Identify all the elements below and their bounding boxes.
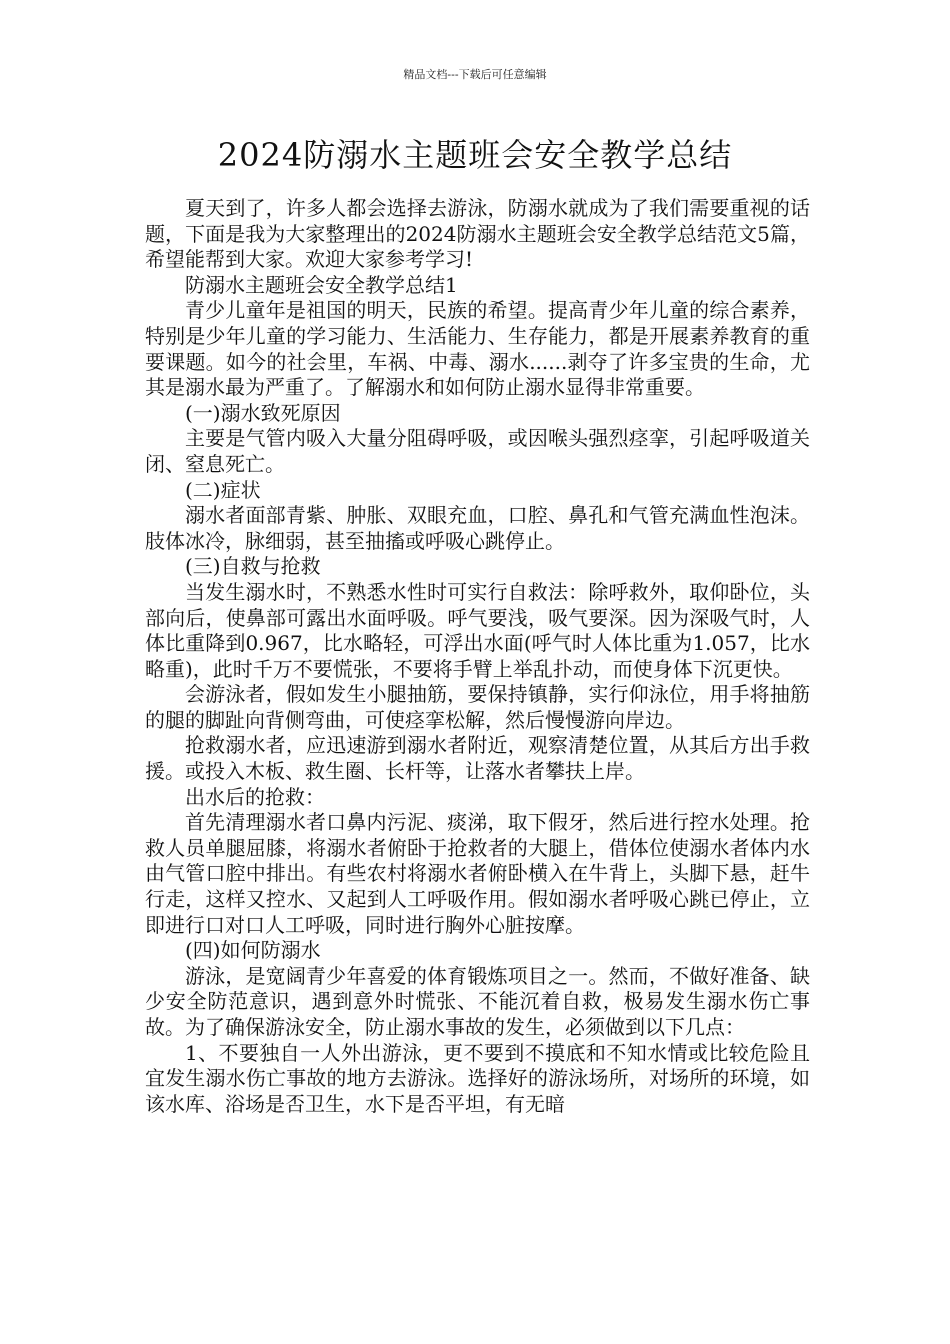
paragraph: 青少儿童年是祖国的明天，民族的希望。提高青少年儿童的综合素养，特别是少年儿童的学习能力、生活能力、生存能力，都是开展素养教育的重要课题。如今的社会里，车祸、中毒、溺水......剥夺了许多宝贵的生命，尤其是溺水最为严重了。了解溺水和如何防止溺水显得非常重要。 [145, 298, 810, 400]
paragraph: 当发生溺水时，不熟悉水性时可实行自救法：除呼救外，取仰卧位，头部向后，使鼻部可露出水面呼吸。呼气要浅，吸气要深。因为深吸气时，人体比重降到0.967，比水略轻，可浮出水面(呼气时人体比重为1.057，比水略重)，此时千万不要慌张，不要将手臂上举乱扑动，而使身体下沉更快。 [145, 579, 810, 681]
subsection-heading: (二)症状 [185, 477, 261, 502]
paragraph: 会游泳者，假如发生小腿抽筋，要保持镇静，实行仰泳位，用手将抽筋的腿的脚趾向背侧弯曲，可使痉挛松解，然后慢慢游向岸边。 [145, 682, 810, 732]
paragraph: 1、不要独自一人外出游泳，更不要到不摸底和不知水情或比较危险且宜发生溺水伤亡事故的地方去游泳。选择好的游泳场所，对场所的环境，如该水库、浴场是否卫生，水下是否平坦，有无暗 [145, 1040, 810, 1116]
document-body [145, 196, 810, 1117]
paragraph: 抢救溺水者，应迅速游到溺水者附近，观察清楚位置，从其后方出手救援。或投入木板、救生圈、长杆等，让落水者攀扶上岸。 [145, 733, 810, 784]
subsection-heading: (四)如何防溺水 [185, 938, 321, 963]
paragraph: 首先清理溺水者口鼻内污泥、痰涕，取下假牙，然后进行控水处理。抢救人员单腿屈膝，将溺水者俯卧于抢救者的大腿上，借体位使溺水者体内水由气管口腔中排出。有些农村将溺水者俯卧横入在牛背上，头脚下悬，赶牛行走，这样又控水、又起到人工呼吸作用。假如溺水者呼吸心跳已停止，立即进行口对口人工呼吸，同时进行胸外心脏按摩。 [145, 810, 810, 937]
subsection-heading: 出水后的抢救： [185, 784, 325, 809]
section-heading: 防溺水主题班会安全教学总结1 [185, 272, 458, 297]
paragraph: 溺水者面部青紫、肿胀、双眼充血，口腔、鼻孔和气管充满血性泡沫。肢体冰冷，脉细弱，甚至抽搐或呼吸心跳停止。 [145, 503, 810, 553]
paragraph: 游泳，是宽阔青少年喜爱的体育锻炼项目之一。然而，不做好准备、缺少安全防范意识，遇到意外时慌张、不能沉着自救，极易发生溺水伤亡事故。为了确保游泳安全，防止溺水事故的发生，必须做到以下几点： [145, 963, 810, 1039]
paragraph: 主要是气管内吸入大量分阻碍呼吸，或因喉头强烈痉挛，引起呼吸道关闭、窒息死亡。 [145, 426, 810, 476]
subsection-heading: (三)自救与抢救 [185, 554, 321, 579]
subsection-heading: (一)溺水致死原因 [185, 400, 341, 425]
document-title: 2024防溺水主题班会安全教学总结 [217, 136, 733, 174]
paragraph-intro: 夏天到了，许多人都会选择去游泳，防溺水就成为了我们需要重视的话题，下面是我为大家整理出的2024防溺水主题班会安全教学总结范文5篇，希望能帮到大家。欢迎大家参考学习! [145, 196, 810, 272]
header-note: 精品文档---下载后可任意编辑 [403, 68, 547, 81]
